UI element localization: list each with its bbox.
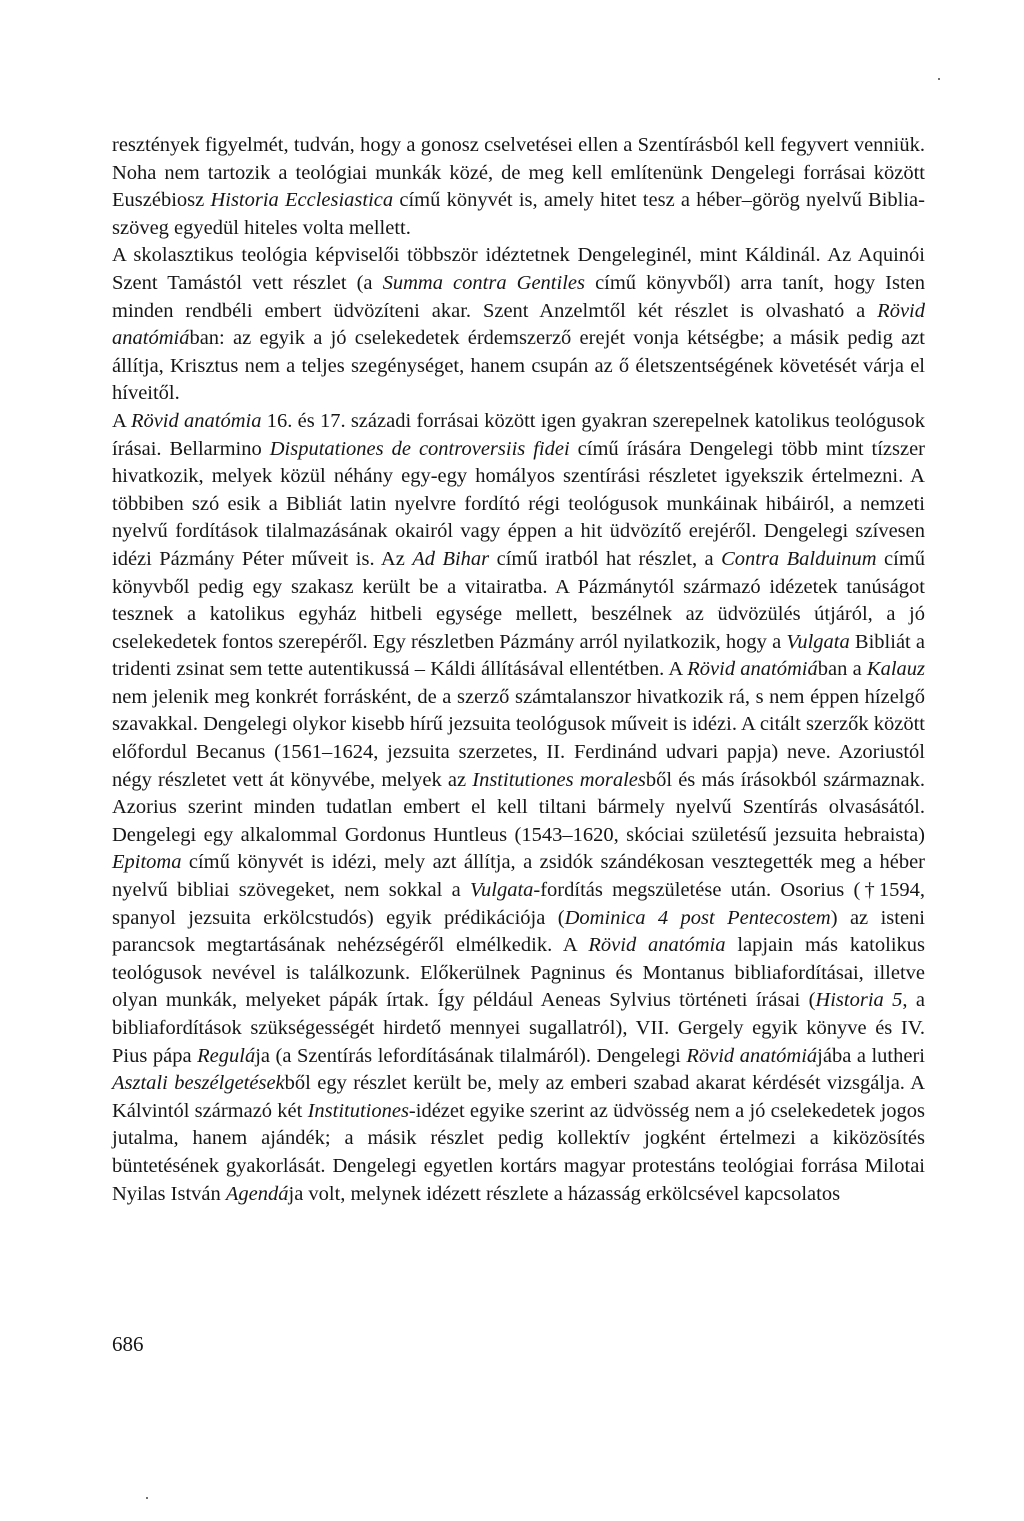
- text-run: resztények figyelmét, tudván, hogy a gonosz cselvetései ellen a Szentírásból kell fegyvert venniük. Noha nem tartozik a teológiai munkák közé, de meg kell említenünk Dengelegi forrásai között Euszébiosz: [112, 134, 925, 212]
- paragraph: [112, 408, 925, 1208]
- italic-title: Historia Ecclesiastica: [210, 189, 394, 212]
- italic-title: Asztali beszélgetések: [112, 1072, 285, 1095]
- text-run: lapjain más katolikus teológusok nevével is találkozunk. Előkerülnek Pagninus és Montanus bibliafordításai, illetve olyan munkák, melyeket pápák írtak. Így például Aeneas Sylvius történeti írásai (: [112, 934, 925, 1012]
- text-run: -idézet egyike szerint az üdvösség nem a jó cselekedetek jogos jutalma, hanem ajándék; a másik részlet pedig kollektív jogként értelmezi a kiközösítés büntetésének gyakorlását. Dengelegi egyetlen kortárs magyar protestáns teológiai forrása Milotai Nyilas István: [112, 1099, 925, 1205]
- text-run: című írására Dengelegi több mint tízszer hivatkozik, melyek közül néhány egy-egy homályos szentírási részletet igyekszik értelmezni. A többiben szó esik a Bibliát latin nyelvre fordító régi teológusok munkáinak hibáiról, a nemzeti nyelvű fordítások tilalmazásának okairól vagy éppen a hit üdvözítő erejéről. Dengelegi szívesen idézi Pázmány Péter műveit is. Az: [112, 437, 925, 570]
- italic-title: Historia 5: [815, 989, 903, 1012]
- italic-title: Rövid anatómia: [588, 934, 726, 957]
- text-run: nem jelenik meg konkrét forrásként, de a szerző számtalanszor hivatkozik rá, s nem éppen hízelgő szavakkal. Dengelegi olykor kisebb hírű jezsuita teológusok műveit is idézi. A citált szerzők között előfordul Becanus (1561–1624, jezsuita szerzetes, II. Ferdinánd udvari papja) neve. Azoriustól négy részletet vett át könyvébe, melyek az: [112, 685, 925, 791]
- text-run: 16. és 17. századi forrásai között igen gyakran szerepelnek katolikus teológusok írásai. Bellarmino: [112, 409, 925, 460]
- italic-title: Ad Bihar: [412, 547, 490, 570]
- italic-title: Epitoma: [112, 851, 182, 874]
- text-run: című könyvből) arra tanít, hogy Isten minden rendbéli embert üdvözíteni akar. Szent Anzelmtől két részlet is olvasható a: [112, 271, 926, 322]
- text-run: -fordítás megszületése után. Osorius (†1594, spanyol jezsuita erkölcstudós) egyik prédikációja (: [112, 879, 925, 929]
- italic-title: Regulá: [197, 1044, 256, 1067]
- italic-title: Rövid anatómia: [130, 409, 262, 432]
- text-run: A skolasztikus teológia képviselői többször idéztetnek Dengeleginél, mint Káldinál. Az Aquinói Szent Tamástól vett részlet (a: [112, 244, 925, 294]
- italic-title: Dominica 4 post Pentecostem: [564, 906, 831, 929]
- body-text: [112, 132, 925, 1208]
- text-run: ban a: [817, 658, 867, 681]
- italic-title: Institutiones morales: [472, 768, 646, 791]
- text-run: Bibliát a tridenti zsinat sem tette autentikussá – Káldi állításával ellentétben. A: [112, 630, 925, 681]
- text-run: című iratból hat részlet, a: [489, 547, 722, 570]
- italic-title: Institutiones: [307, 1099, 409, 1122]
- italic-title: Kalauz: [866, 658, 925, 681]
- italic-title: Summa contra Gentiles: [382, 271, 585, 294]
- italic-title: Agendá: [225, 1182, 289, 1205]
- italic-title: Contra Balduinum: [721, 547, 877, 570]
- text-run: ből egy részlet került be, mely az emberi szabad akarat kérdését vizsgálja. A Kálvintól származó két: [112, 1072, 925, 1122]
- text-run: című könyvét is, amely hitet tesz a héber–görög nyelvű Biblia-szöveg egyedül hiteles volta mellett.: [112, 189, 925, 239]
- text-run: A: [112, 409, 131, 432]
- text-run: ban: az egyik a jó cselekedetek érdemszerző erejét vonja kétségbe; a másik pedig azt állítja, Krisztus nem a teljes szegénységet, hanem csupán az ő életszentségének követését várja el híveitől.: [112, 327, 925, 405]
- page-number: 686: [112, 1332, 144, 1356]
- text-run: ) az isteni parancsok megtartásának nehézségéről elmélkedik. A: [112, 906, 925, 957]
- text-run: , a bibliafordítások szükségességét hirdető mennyei sugallatról), VII. Gergely egyik könyve és IV. Pius pápa: [112, 989, 925, 1067]
- text-run: jába a lutheri: [817, 1044, 925, 1067]
- text-run: című könyvét is idézi, mely azt állítja, a zsidók szándékosan vesztegették meg a héber nyelvű bibliai szövegeket, nem sokkal a: [112, 851, 925, 902]
- text-run: ből és más írásokból származnak. Azorius szerint minden tudatlan embert el kell tiltani bármely nyelvű Szentírás olvasásától. Dengelegi egy alkalommal Gordonus Huntleus (1543–1620, skóciai születésű jezsuita hebraista): [112, 768, 925, 846]
- italic-title: Vulgata: [470, 879, 534, 902]
- print-speck: [146, 1497, 148, 1499]
- text-run: ja volt, melynek idézett részlete a házasság erkölcsével kapcsolatos: [288, 1182, 841, 1205]
- italic-title: Rövid anatómiá: [112, 299, 925, 350]
- italic-title: Vulgata: [786, 630, 850, 653]
- paragraph: [112, 242, 925, 408]
- text-run: ja (a Szentírás lefordításának tilalmáról). Dengelegi: [255, 1044, 687, 1067]
- italic-title: Rövid anatómiá: [687, 658, 818, 681]
- italic-title: Disputationes de controversiis fidei: [269, 437, 570, 460]
- text-run: című könyvből pedig egy szakasz került be a vitairatba. A Pázmánytól származó idézetek tanúságot tesznek a katolikus egyház hitbeli egysége mellett, beszélnek az üdvözülés útjáról, a jó cselekedetek fontos szerepéről. Egy részletben Pázmány arról nyilatkozik, hogy a: [112, 547, 926, 653]
- print-speck: [938, 78, 940, 80]
- italic-title: Rövid anatómiá: [686, 1044, 818, 1067]
- paragraph: [112, 132, 925, 242]
